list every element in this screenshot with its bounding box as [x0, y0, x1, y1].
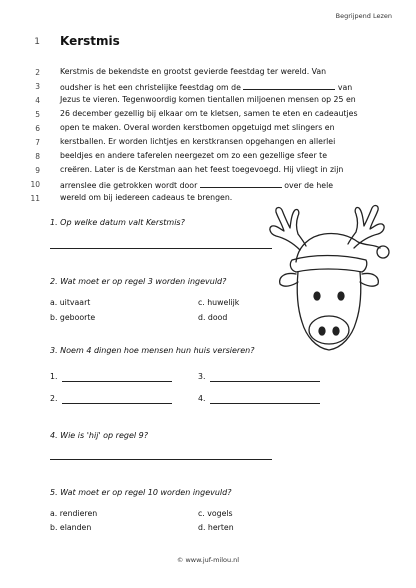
- option-a[interactable]: a. uitvaart: [50, 298, 91, 307]
- page-header: Begrijpend Lezen: [335, 12, 392, 20]
- line-text: Jezus te vieren. Tegenwoordig komen tientallen miljoenen mensen op 25 en: [60, 95, 356, 104]
- line-text: open te maken. Overal worden kerstbomen opgetuigd met slingers en: [60, 123, 335, 132]
- line-number: 4: [35, 96, 40, 105]
- list-label: 1.: [50, 372, 58, 381]
- line-text: kerstballen. Er worden lichtjes en kerstkransen opgehangen en allerlei: [60, 137, 336, 146]
- line-text: oudsher is het een christelijke feestdag om de van: [60, 83, 353, 92]
- option-c[interactable]: c. huwelijk: [198, 298, 240, 307]
- line-text: beeldjes en andere taferelen neergezet om zo een gezellige sfeer te: [60, 151, 328, 160]
- answer-line-3-4[interactable]: [210, 403, 320, 404]
- line-number: 8: [35, 152, 40, 161]
- page-title: Kerstmis: [60, 34, 120, 48]
- option-a[interactable]: a. rendieren: [50, 509, 98, 518]
- option-b[interactable]: b. elanden: [50, 523, 92, 532]
- line-number: 1: [34, 37, 40, 47]
- line-number: 11: [30, 194, 40, 203]
- option-c[interactable]: c. vogels: [198, 509, 233, 518]
- line-number: 2: [35, 68, 40, 77]
- answer-line-1[interactable]: [50, 248, 272, 249]
- line-text: wereld om bij iedereen cadeaus te brengen.: [60, 193, 233, 202]
- line-number: 3: [35, 82, 40, 91]
- list-label: 2.: [50, 394, 58, 403]
- fill-blank[interactable]: [200, 179, 282, 188]
- answer-line-3-1[interactable]: [62, 381, 172, 382]
- list-label: 4.: [198, 394, 206, 403]
- line-text: arrenslee die getrokken wordt door over de hele: [60, 181, 334, 190]
- line-number: 10: [30, 180, 40, 189]
- line-text: 26 december gezellig bij elkaar om te kletsen, samen te eten en cadeautjes: [60, 109, 358, 118]
- option-d[interactable]: d. herten: [198, 523, 234, 532]
- line-number: 6: [35, 124, 40, 133]
- line-text: Kerstmis de bekendste en grootst gevierde feestdag ter wereld. Van: [60, 67, 327, 76]
- reindeer-illustration: [262, 198, 392, 360]
- question-5: 5. Wat moet er op regel 10 worden ingevuld?: [50, 488, 232, 497]
- question-3: 3. Noem 4 dingen hoe mensen hun huis versieren?: [50, 346, 255, 355]
- list-label: 3.: [198, 372, 206, 381]
- line-number: 5: [35, 110, 40, 119]
- option-d[interactable]: d. dood: [198, 313, 228, 322]
- question-2: 2. Wat moet er op regel 3 worden ingevuld?: [50, 277, 227, 286]
- line-number: 9: [35, 166, 40, 175]
- footer-credit: © www.juf-milou.nl: [176, 556, 240, 564]
- answer-line-3-3[interactable]: [210, 381, 320, 382]
- answer-line-4[interactable]: [50, 459, 272, 460]
- option-b[interactable]: b. geboorte: [50, 313, 96, 322]
- question-1: 1. Op welke datum valt Kerstmis?: [50, 218, 185, 227]
- line-number: 7: [35, 138, 40, 147]
- question-4: 4. Wie is 'hij' op regel 9?: [50, 431, 148, 440]
- answer-line-3-2[interactable]: [62, 403, 172, 404]
- fill-blank[interactable]: [243, 81, 335, 90]
- line-text: creëren. Later is de Kerstman aan het feest toegevoegd. Hij vliegt in zijn: [60, 165, 344, 174]
